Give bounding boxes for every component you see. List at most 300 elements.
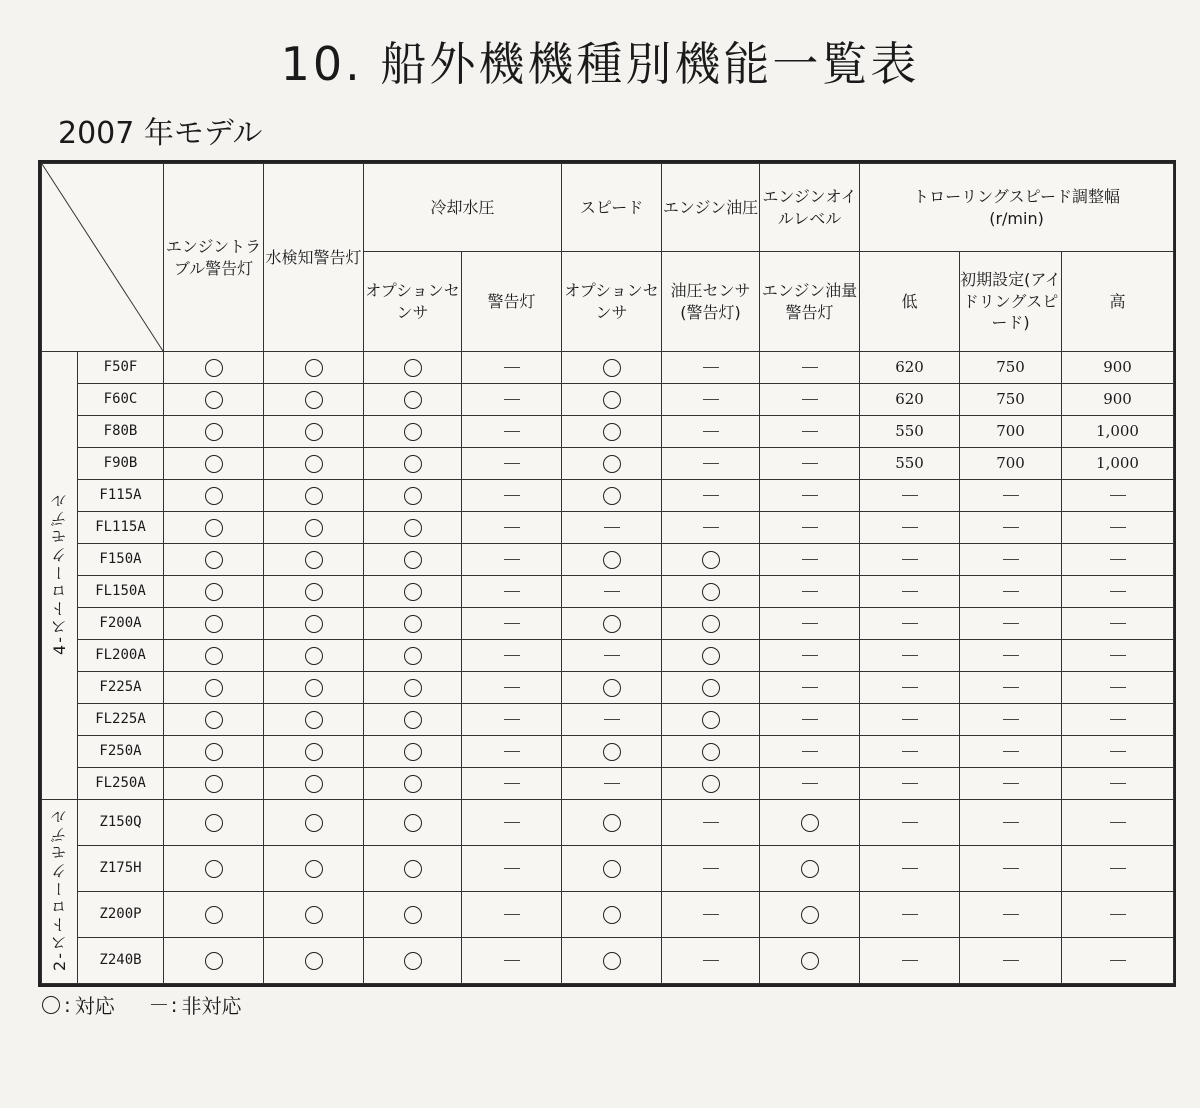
header-cooling-option: オプションセンサ: [364, 252, 462, 352]
unsupported-cell: [860, 640, 960, 672]
unsupported-cell: [860, 736, 960, 768]
supported-cell: [264, 736, 364, 768]
unsupported-cell: [1062, 892, 1174, 938]
dash-icon: [604, 783, 620, 784]
circle-icon: [603, 952, 621, 970]
dash-icon: [802, 495, 818, 496]
dash-icon: [504, 868, 520, 869]
circle-icon: [205, 519, 223, 537]
unsupported-cell: [760, 736, 860, 768]
unsupported-cell: [462, 352, 562, 384]
model-cell: Z240B: [78, 938, 164, 984]
unsupported-cell: [462, 384, 562, 416]
unsupported-cell: [860, 672, 960, 704]
dash-icon: [703, 367, 719, 368]
header-oil-level: エンジンオイルレベル: [760, 164, 860, 252]
supported-cell: [264, 352, 364, 384]
model-year-subtitle: 2007 年モデル: [58, 116, 263, 151]
supported-cell: [364, 846, 462, 892]
dash-icon: [1003, 751, 1019, 752]
unsupported-cell: [662, 846, 760, 892]
dash-icon: [902, 559, 918, 560]
table-row: [42, 672, 1174, 704]
circle-icon: [404, 711, 422, 729]
circle-icon: [404, 519, 422, 537]
unsupported-cell: [760, 576, 860, 608]
circle-icon: [603, 906, 621, 924]
dash-icon: [604, 719, 620, 720]
unsupported-cell: [860, 608, 960, 640]
unsupported-cell: [960, 768, 1062, 800]
model-cell: FL250A: [78, 768, 164, 800]
supported-cell: [662, 576, 760, 608]
circle-icon: [603, 743, 621, 761]
circle-icon: [205, 647, 223, 665]
supported-cell: [264, 672, 364, 704]
supported-cell: [562, 938, 662, 984]
circle-icon: [702, 647, 720, 665]
unsupported-cell: [462, 938, 562, 984]
supported-cell: [364, 576, 462, 608]
circle-icon: [404, 679, 422, 697]
group-label-cell: [42, 352, 78, 800]
table-row: [42, 416, 1174, 448]
dash-icon: [1003, 719, 1019, 720]
supported-cell: [562, 448, 662, 480]
circle-icon: [305, 487, 323, 505]
unsupported-cell: [662, 512, 760, 544]
unsupported-cell: [462, 892, 562, 938]
unsupported-cell: [760, 704, 860, 736]
supported-cell: [562, 480, 662, 512]
supported-cell: [164, 736, 264, 768]
dash-icon: [1110, 960, 1126, 961]
supported-cell: [364, 892, 462, 938]
dash-icon: [504, 495, 520, 496]
unsupported-cell: [1062, 938, 1174, 984]
dash-icon: [1110, 868, 1126, 869]
supported-cell: [264, 846, 364, 892]
unsupported-cell: [760, 480, 860, 512]
legend-supported: [42, 990, 115, 1019]
model-cell: Z175H: [78, 846, 164, 892]
dash-icon: [802, 751, 818, 752]
dash-icon: [504, 822, 520, 823]
dash-icon: [802, 399, 818, 400]
circle-icon: [305, 391, 323, 409]
circle-icon: [404, 487, 422, 505]
supported-cell: [264, 768, 364, 800]
circle-icon: [801, 952, 819, 970]
dash-icon: [802, 367, 818, 368]
supported-cell: [562, 352, 662, 384]
supported-cell: [364, 352, 462, 384]
dash-icon: [1110, 822, 1126, 823]
supported-cell: [164, 892, 264, 938]
unsupported-cell: [1062, 736, 1174, 768]
unsupported-cell: [1062, 800, 1174, 846]
unsupported-cell: [562, 576, 662, 608]
rpm-value-cell: 550: [860, 416, 960, 448]
circle-icon: [205, 359, 223, 377]
supported-cell: [264, 576, 364, 608]
dash-icon: [504, 751, 520, 752]
circle-icon: [205, 487, 223, 505]
group-label: 4-ストロークモデル: [49, 490, 69, 655]
dash-icon: [504, 655, 520, 656]
supported-cell: [364, 512, 462, 544]
unsupported-cell: [562, 768, 662, 800]
unsupported-cell: [760, 352, 860, 384]
unsupported-cell: [662, 352, 760, 384]
dash-icon: [504, 527, 520, 528]
supported-cell: [164, 640, 264, 672]
header-oil-pressure-sensor: 油圧センサ(警告灯): [662, 252, 760, 352]
supported-cell: [164, 672, 264, 704]
unsupported-cell: [462, 416, 562, 448]
model-cell: F200A: [78, 608, 164, 640]
dash-icon: [1110, 751, 1126, 752]
rpm-value-cell: 900: [1062, 384, 1174, 416]
table-row: [42, 800, 1174, 846]
circle-icon: [404, 952, 422, 970]
dash-icon: [802, 623, 818, 624]
dash-icon: [902, 527, 918, 528]
dash-icon: [1003, 822, 1019, 823]
unsupported-cell: [960, 846, 1062, 892]
circle-icon: [42, 996, 60, 1014]
circle-icon: [702, 775, 720, 793]
legend-sep: :: [64, 992, 71, 1017]
circle-icon: [603, 359, 621, 377]
supported-cell: [662, 544, 760, 576]
circle-icon: [205, 583, 223, 601]
dash-icon: [504, 559, 520, 560]
unsupported-cell: [860, 704, 960, 736]
legend-sep: :: [170, 992, 178, 1017]
four-stroke-body: [42, 352, 1174, 800]
header-cooling-warning: 警告灯: [462, 252, 562, 352]
unsupported-cell: [760, 384, 860, 416]
supported-cell: [562, 608, 662, 640]
model-cell: F80B: [78, 416, 164, 448]
circle-icon: [305, 743, 323, 761]
supported-cell: [164, 512, 264, 544]
unsupported-cell: [760, 640, 860, 672]
unsupported-cell: [462, 448, 562, 480]
dash-icon: [1003, 591, 1019, 592]
supported-cell: [164, 544, 264, 576]
circle-icon: [801, 814, 819, 832]
unsupported-cell: [1062, 576, 1174, 608]
unsupported-cell: [960, 800, 1062, 846]
dash-icon: [902, 751, 918, 752]
supported-cell: [164, 448, 264, 480]
model-cell: FL115A: [78, 512, 164, 544]
unsupported-cell: [462, 768, 562, 800]
supported-cell: [562, 736, 662, 768]
dash-icon: [902, 495, 918, 496]
supported-cell: [364, 736, 462, 768]
model-cell: Z150Q: [78, 800, 164, 846]
table-row: [42, 608, 1174, 640]
unsupported-cell: [662, 480, 760, 512]
supported-cell: [760, 892, 860, 938]
supported-cell: [164, 768, 264, 800]
dash-icon: [1110, 655, 1126, 656]
model-cell: F60C: [78, 384, 164, 416]
dash-icon: [1003, 687, 1019, 688]
supported-cell: [364, 640, 462, 672]
header-cooling: 冷却水圧: [364, 164, 562, 252]
dash-icon: [1110, 914, 1126, 915]
unsupported-cell: [662, 384, 760, 416]
dash-icon: [1110, 783, 1126, 784]
circle-icon: [404, 743, 422, 761]
unsupported-cell: [462, 672, 562, 704]
circle-icon: [305, 615, 323, 633]
dash-icon: [604, 655, 620, 656]
supported-cell: [364, 672, 462, 704]
supported-cell: [264, 448, 364, 480]
unsupported-cell: [760, 608, 860, 640]
legend-unsupported: [151, 990, 242, 1019]
legend: [42, 990, 242, 1019]
supported-cell: [264, 938, 364, 984]
supported-cell: [760, 846, 860, 892]
unsupported-cell: [860, 800, 960, 846]
dash-icon: [802, 527, 818, 528]
circle-icon: [305, 711, 323, 729]
supported-cell: [264, 416, 364, 448]
table-row: [42, 938, 1174, 984]
supported-cell: [364, 768, 462, 800]
dash-icon: [604, 591, 620, 592]
function-table-wrapper: [38, 160, 1176, 987]
model-cell: FL200A: [78, 640, 164, 672]
unsupported-cell: [662, 448, 760, 480]
table-row: [42, 544, 1174, 576]
dash-icon: [802, 559, 818, 560]
dash-icon: [902, 960, 918, 961]
table-row: [42, 480, 1174, 512]
rpm-value-cell: 620: [860, 352, 960, 384]
dash-icon: [504, 399, 520, 400]
unsupported-cell: [760, 448, 860, 480]
supported-cell: [164, 846, 264, 892]
circle-icon: [305, 860, 323, 878]
model-cell: F90B: [78, 448, 164, 480]
dash-icon: [1003, 527, 1019, 528]
unsupported-cell: [860, 768, 960, 800]
unsupported-cell: [860, 480, 960, 512]
unsupported-cell: [662, 800, 760, 846]
circle-icon: [205, 551, 223, 569]
dash-icon: [504, 960, 520, 961]
model-cell: F225A: [78, 672, 164, 704]
circle-icon: [603, 615, 621, 633]
supported-cell: [164, 608, 264, 640]
dash-icon: [504, 463, 520, 464]
header-trolling: [860, 164, 1174, 252]
unsupported-cell: [562, 512, 662, 544]
table-row: [42, 768, 1174, 800]
circle-icon: [205, 775, 223, 793]
circle-icon: [404, 647, 422, 665]
unsupported-cell: [1062, 640, 1174, 672]
dash-icon: [1003, 868, 1019, 869]
model-cell: F115A: [78, 480, 164, 512]
supported-cell: [562, 846, 662, 892]
dash-icon: [703, 868, 719, 869]
rpm-value-cell: 750: [960, 384, 1062, 416]
unsupported-cell: [760, 672, 860, 704]
supported-cell: [562, 672, 662, 704]
table-row: [42, 704, 1174, 736]
supported-cell: [164, 416, 264, 448]
header-trolling-unit: (r/min): [989, 208, 1044, 228]
dash-icon: [1110, 495, 1126, 496]
table-row: [42, 640, 1174, 672]
supported-cell: [264, 608, 364, 640]
unsupported-cell: [462, 480, 562, 512]
header-trolling-label: トローリングスピード調整幅: [913, 186, 1120, 206]
circle-icon: [603, 455, 621, 473]
dash-icon: [902, 687, 918, 688]
supported-cell: [760, 800, 860, 846]
two-stroke-body: [42, 800, 1174, 984]
unsupported-cell: [960, 640, 1062, 672]
dash-icon: [902, 783, 918, 784]
table-row: [42, 384, 1174, 416]
dash-icon: [1003, 783, 1019, 784]
dash-icon: [802, 719, 818, 720]
header-engine-trouble: エンジントラブル警告灯: [164, 164, 264, 352]
circle-icon: [205, 743, 223, 761]
dash-icon: [1003, 559, 1019, 560]
supported-cell: [364, 480, 462, 512]
table-row: [42, 576, 1174, 608]
dash-icon: [1110, 719, 1126, 720]
dash-icon: [902, 822, 918, 823]
dash-icon: [1110, 527, 1126, 528]
circle-icon: [205, 860, 223, 878]
circle-icon: [305, 455, 323, 473]
circle-icon: [702, 711, 720, 729]
unsupported-cell: [662, 938, 760, 984]
dash-icon: [902, 655, 918, 656]
dash-icon: [604, 527, 620, 528]
corner-diagonal-cell: [42, 164, 164, 352]
supported-cell: [562, 800, 662, 846]
circle-icon: [801, 906, 819, 924]
dash-icon: [703, 495, 719, 496]
unsupported-cell: [1062, 480, 1174, 512]
supported-cell: [364, 448, 462, 480]
supported-cell: [264, 704, 364, 736]
unsupported-cell: [960, 704, 1062, 736]
circle-icon: [603, 391, 621, 409]
rpm-value-cell: 750: [960, 352, 1062, 384]
supported-cell: [364, 544, 462, 576]
rpm-value-cell: 550: [860, 448, 960, 480]
unsupported-cell: [960, 480, 1062, 512]
circle-icon: [603, 814, 621, 832]
dash-icon: [902, 623, 918, 624]
group-label: 2-ストロークモデル: [49, 806, 69, 971]
dash-icon: [504, 367, 520, 368]
dash-icon: [504, 591, 520, 592]
supported-cell: [364, 608, 462, 640]
circle-icon: [404, 391, 422, 409]
circle-icon: [603, 679, 621, 697]
dash-icon: [504, 687, 520, 688]
circle-icon: [702, 583, 720, 601]
supported-cell: [264, 800, 364, 846]
circle-icon: [404, 775, 422, 793]
unsupported-cell: [960, 672, 1062, 704]
dash-icon: [703, 431, 719, 432]
unsupported-cell: [662, 416, 760, 448]
header-trolling-high: 高: [1062, 252, 1174, 352]
unsupported-cell: [462, 736, 562, 768]
unsupported-cell: [462, 608, 562, 640]
table-row: [42, 352, 1174, 384]
rpm-value-cell: 700: [960, 448, 1062, 480]
header-trolling-low: 低: [860, 252, 960, 352]
circle-icon: [305, 952, 323, 970]
supported-cell: [164, 352, 264, 384]
dash-icon: [504, 431, 520, 432]
dash-icon: [802, 463, 818, 464]
dash-icon: [504, 623, 520, 624]
circle-icon: [205, 615, 223, 633]
unsupported-cell: [1062, 768, 1174, 800]
unsupported-cell: [860, 892, 960, 938]
group-label-cell: [42, 800, 78, 984]
unsupported-cell: [860, 938, 960, 984]
dash-icon: [504, 719, 520, 720]
supported-cell: [662, 608, 760, 640]
circle-icon: [603, 423, 621, 441]
circle-icon: [603, 487, 621, 505]
rpm-value-cell: 620: [860, 384, 960, 416]
circle-icon: [305, 775, 323, 793]
supported-cell: [364, 938, 462, 984]
supported-cell: [662, 640, 760, 672]
unsupported-cell: [562, 704, 662, 736]
circle-icon: [404, 615, 422, 633]
dash-icon: [703, 463, 719, 464]
supported-cell: [662, 672, 760, 704]
rpm-value-cell: 1,000: [1062, 416, 1174, 448]
dash-icon: [1003, 623, 1019, 624]
dash-icon: [504, 914, 520, 915]
circle-icon: [404, 583, 422, 601]
unsupported-cell: [462, 846, 562, 892]
supported-cell: [164, 480, 264, 512]
circle-icon: [305, 906, 323, 924]
unsupported-cell: [662, 892, 760, 938]
circle-icon: [305, 814, 323, 832]
dash-icon: [703, 914, 719, 915]
unsupported-cell: [462, 704, 562, 736]
supported-cell: [264, 512, 364, 544]
circle-icon: [404, 455, 422, 473]
unsupported-cell: [562, 640, 662, 672]
table-row: [42, 892, 1174, 938]
supported-cell: [562, 416, 662, 448]
